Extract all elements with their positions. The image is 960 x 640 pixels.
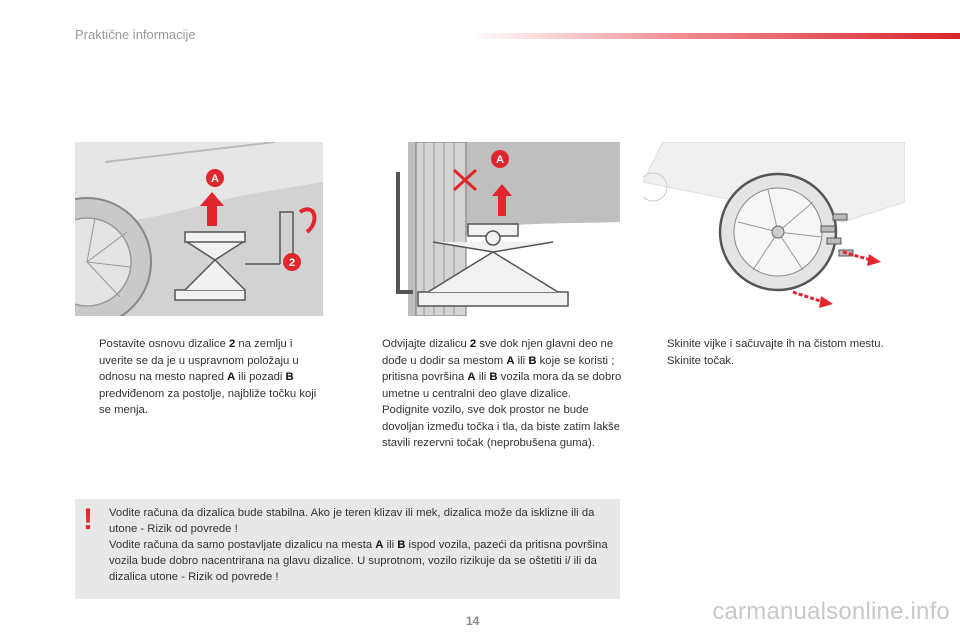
text-run: na zemlju i uverite se da je u uspravnom položaju u odnosu na mesto napred <box>99 338 299 383</box>
bold-run: B <box>489 371 498 383</box>
text-run: vozila mora da se dobro umetne u centralni deo glave dizalice. <box>382 371 622 400</box>
header-red-rule <box>470 33 960 39</box>
bold-run: A <box>227 371 236 383</box>
warning-text <box>109 505 614 585</box>
page-number: 14 <box>466 614 480 628</box>
marker-a-label: A <box>496 154 504 166</box>
warning-box <box>75 499 620 599</box>
text-run: ili <box>383 539 398 551</box>
text-run: ili pozadi <box>235 371 286 383</box>
bold-run: A <box>375 539 384 551</box>
wheel-drawing <box>720 174 836 290</box>
list-item <box>358 402 622 452</box>
text-run: koje se koristi ; pritisna površina <box>382 354 615 383</box>
page-header-title: Praktične informacije <box>75 27 196 42</box>
list-item <box>643 353 923 370</box>
bold-run: A <box>506 354 515 367</box>
text-run: sve dok njen glavni deo ne dođe u dodir sa mestom <box>382 338 614 367</box>
bold-run: B <box>285 371 294 383</box>
text-run: predviđenom za postolje, najbliže točku koji se menja. <box>99 387 317 416</box>
text-run: ili <box>475 371 490 383</box>
marker-a-label: A <box>211 173 219 185</box>
instruction-column-3 <box>643 336 923 369</box>
list-item <box>75 336 327 419</box>
list-item <box>643 336 923 353</box>
bold-run: A <box>467 371 476 383</box>
text-run: Vodite računa da samo postavljate dizalicu na mesta <box>109 539 376 551</box>
text-run: Postavite osnovu dizalice <box>99 338 229 350</box>
warning-paragraph-2 <box>109 537 614 585</box>
bold-run: 2 <box>229 338 236 350</box>
jack-placement-illustration <box>75 142 323 316</box>
list-item <box>358 336 622 402</box>
warning-exclamation-icon: ! <box>83 503 93 536</box>
marker-2-label: 2 <box>288 257 296 269</box>
bold-run: B <box>528 354 537 367</box>
wheel-removal-illustration <box>643 142 905 316</box>
text-run: ili <box>514 354 529 367</box>
jack-lifting-illustration <box>358 142 620 316</box>
instruction-column-1 <box>75 336 327 419</box>
text-run: Skinite vijke i sačuvajte ih na čistom mestu. <box>667 338 884 350</box>
text-run: ispod vozila, pazeći da pritisna površina vozila bude dobro nacentrirana na glavu dizalice. U suprotnom, vozilo rizikuje da se oštetiti i/ ili da dizalica utone - Rizik od povrede ! <box>109 539 608 583</box>
bold-run: 2 <box>469 338 477 350</box>
text-run: Odvijajte dizalicu <box>382 338 470 350</box>
text-run: Skinite točak. <box>667 354 735 367</box>
warning-paragraph-1: Vodite računa da dizalica bude stabilna. Ako je teren klizav ili mek, dizalica može da isklizne ili da utone - Rizik od povrede ! <box>109 507 595 535</box>
watermark: carmanualsonline.info <box>712 598 950 625</box>
bold-run: B <box>397 539 406 551</box>
text-run: Podignite vozilo, sve dok prostor ne bude dovoljan između točka i tla, da biste zatim lakše stavili rezervni točak (neprobušena guma). <box>382 404 620 449</box>
instruction-column-2 <box>358 336 622 452</box>
